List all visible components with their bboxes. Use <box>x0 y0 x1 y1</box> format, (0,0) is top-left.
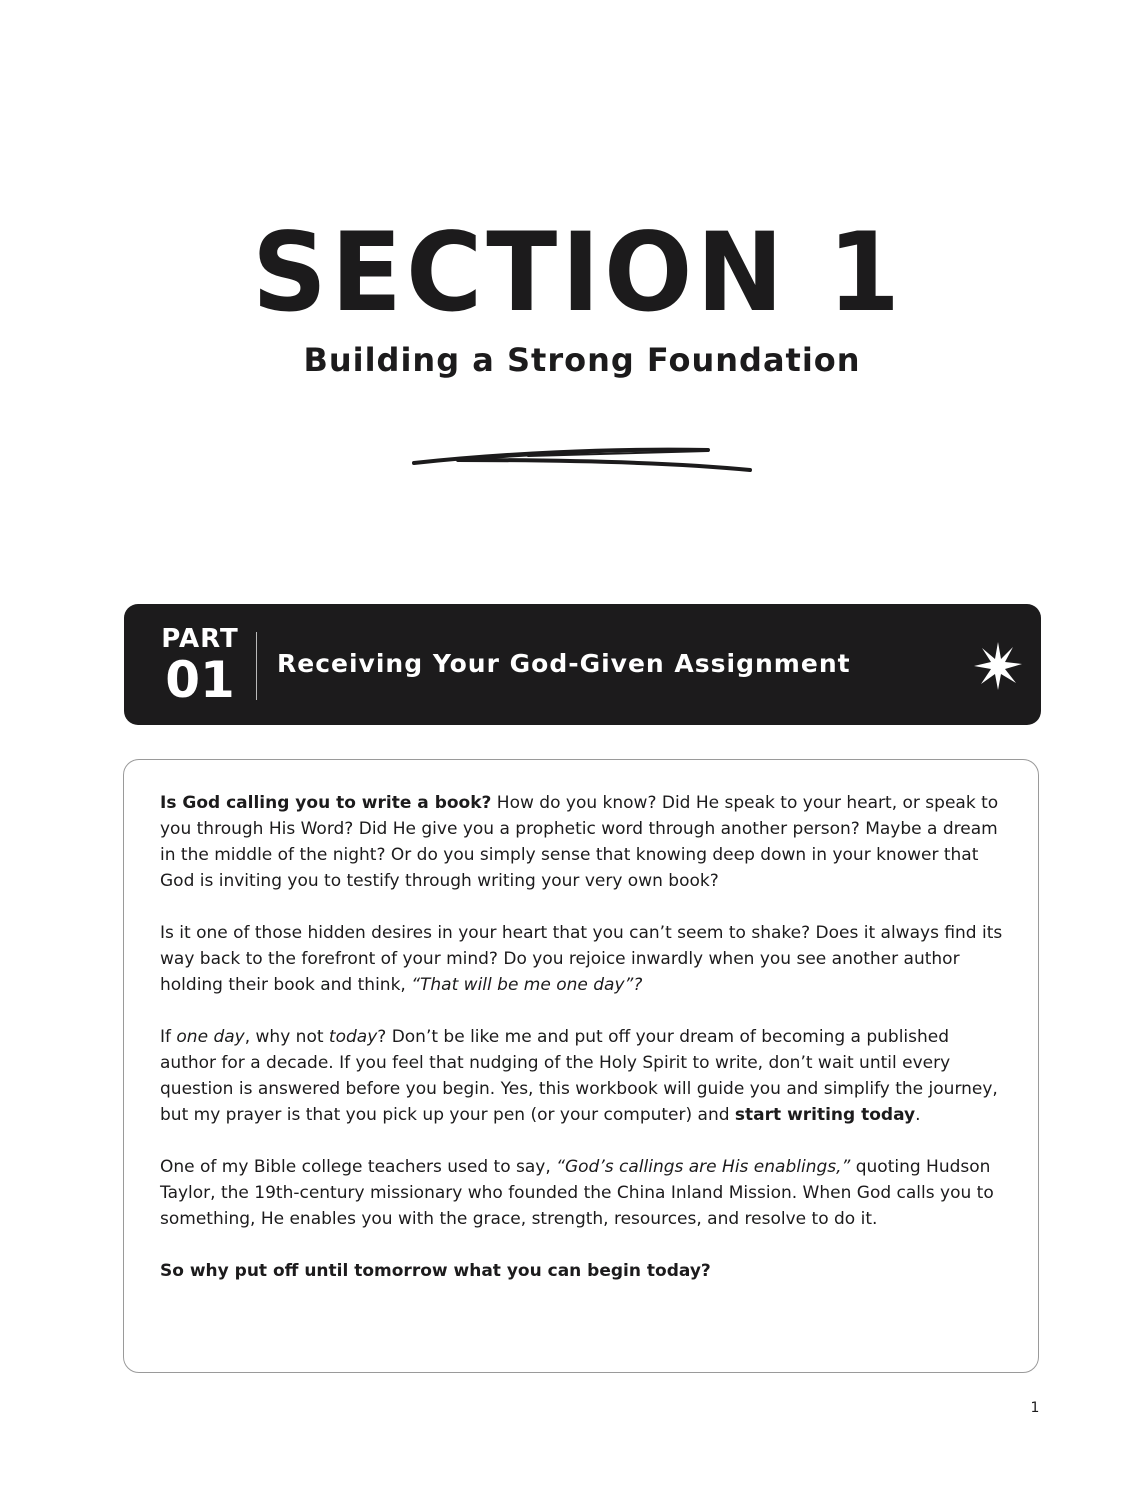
paragraph-2 <box>160 920 1006 998</box>
paragraph-text: Is it one of those hidden desires in your heart that you can’t seem to shake? Does it always find its way back to the forefront of your mind? Do you rejoice inwardly when you see another author holding their book and think, <box>160 923 1003 995</box>
paragraph-5 <box>160 1258 1006 1284</box>
paragraph-text: If <box>160 1027 177 1047</box>
paragraph-text: , why not <box>244 1027 329 1047</box>
brush-stroke-divider <box>408 438 758 478</box>
part-number: 01 <box>165 651 235 709</box>
part-label: PART <box>161 624 239 654</box>
paragraph-text: How do you know? Did He speak to your heart, or speak to you through His Word? Did He give you a prophetic word through another person? Maybe a dream in the middle of the night? Or do you simply sense that knowing deep down in your knower that God is inviting you to testify through writing your very own book? <box>160 793 999 891</box>
bold-lead: Is God calling you to write a book? <box>160 793 492 813</box>
paragraph-1 <box>160 790 1006 894</box>
paragraph-text: . <box>915 1105 921 1125</box>
section-subtitle: Building a Strong Foundation <box>303 341 861 379</box>
paragraph-text: ? Don’t be like me and put off your dream of becoming a published author for a decade. If you feel that nudging of the Holy Spirit to write, don’t wait until every question is answered before you begin. Yes, this workbook will guide you and simplify the journey, but my prayer is that you pick up your pen (or your computer) and <box>160 1027 998 1125</box>
part-divider <box>256 632 257 700</box>
bold-closing-question: So why put off until tomorrow what you can begin today? <box>160 1261 711 1281</box>
italic-quote: “That will be me one day”? <box>411 975 643 995</box>
part-banner <box>124 604 1041 725</box>
content-box <box>123 759 1039 1373</box>
paragraph-text: One of my Bible college teachers used to say, <box>160 1157 557 1177</box>
paragraph-3 <box>160 1024 1006 1128</box>
bold-text: start writing today <box>734 1105 916 1125</box>
content-body <box>160 790 1006 1284</box>
italic-quote: “God’s callings are His enablings,” <box>556 1157 851 1177</box>
star-burst-icon <box>972 640 1024 692</box>
section-title: SECTION 1 <box>252 207 904 337</box>
italic-text: today <box>328 1027 378 1047</box>
italic-text: one day <box>176 1027 245 1047</box>
page-number: 1 <box>1030 1400 1040 1416</box>
paragraph-4 <box>160 1154 1006 1232</box>
paragraph-text: quoting Hudson Taylor, the 19th-century missionary who founded the China Inland Mission. When God calls you to something, He enables you with the grace, strength, resources, and resolve to do it. <box>160 1157 994 1229</box>
part-title: Receiving Your God-Given Assignment <box>277 649 851 678</box>
